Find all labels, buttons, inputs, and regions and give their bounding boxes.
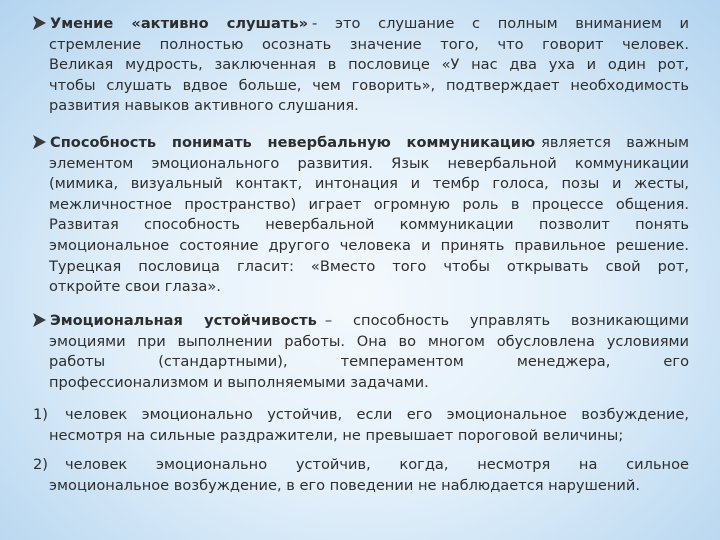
arrow-bullet-icon <box>32 134 47 150</box>
term-nonverbal: Способность понимать невербальную коммуникацию <box>50 134 536 151</box>
text-line: (мимика, визуальный контакт, интонация и тембр голоса, позы и жесты, <box>49 175 689 193</box>
text-line: эмоциями при выполнении работы. Она во многом обусловлена условиями <box>49 332 689 350</box>
paragraph-emotional-stability: Эмоциональная устойчивость – способность управлять возникающими эмоциями при выполнении работы. Она во многом обусловлена условиями работы (стандартными), темпераментом менеджера, его профессионализмом и выполняемыми задачами. <box>33 311 689 393</box>
text-line: Турецкая пословица гласит: «Вместо того чтобы открывать свой рот, <box>49 257 689 275</box>
text-line: человек эмоционально устойчив, когда, несмотря на сильное <box>65 456 689 473</box>
text-line: Великая мудрость, заключенная в пословице «У нас два уха и один рот, <box>49 56 689 74</box>
term-active-listening: Умение «активно слушать» <box>50 15 309 32</box>
paragraph-nonverbal: Способность понимать невербальную коммуникацию является важным элементом эмоционального развития. Язык невербальной коммуникации (мимика, визуальный контакт, интонация и тембр голоса, позы и жесты, межличностное пространство) играет огромную роль в процессе общения. Развитая способность невербальной коммуникации позволит понять эмоциональное состояние другого человека и принять правильное решение. Турецкая пословица гласит: «Вместо того чтобы открывать свой рот, откройте свои глаза». <box>33 133 689 298</box>
numbered-item-2 <box>33 455 689 496</box>
text-line: человек эмоционально устойчив, если его эмоциональное возбуждение, <box>65 406 689 423</box>
term-emotional-stability: Эмоциональная устойчивость <box>50 312 317 329</box>
text-line: откройте свои глаза». <box>49 278 221 296</box>
text-line: несмотря на сильные раздражители, не превышает пороговой величины; <box>49 426 624 444</box>
text-line: эмоциональное состояние другого человека и принять правильное решение. <box>49 236 689 254</box>
text-line: элементом эмоционального развития. Язык невербальной коммуникации <box>49 154 689 172</box>
text-line: стремление полностью осознать значение того, что говорит человек. <box>49 35 689 53</box>
text-line: эмоциональное возбуждение, в его поведении не наблюдается нарушений. <box>49 476 641 494</box>
text-line: чтобы слушать вдвое больше, чем говорить», подтверждает необходимость <box>49 76 689 94</box>
arrow-bullet-icon <box>32 15 47 31</box>
paragraph-active-listening: Умение «активно слушать» - это слушание с полным вниманием и стремление полностью осознать значение того, что говорит человек. Великая мудрость, заключенная в пословице «У нас два уха и один рот, чтобы слушать вдвое больше, чем говорить», подтверждает необходимость развития навыков активного слушания. <box>33 14 689 117</box>
text-line: работы (стандартными), темпераментом менеджера, его <box>49 353 689 371</box>
text-line: межличностное пространство) играет огромную роль в процессе общения. <box>49 195 689 213</box>
item-number: 2) <box>33 456 48 473</box>
arrow-bullet-icon <box>32 312 47 328</box>
text-line: профессионализмом и выполняемыми задачами. <box>49 373 429 391</box>
text-line: Развитая способность невербальной коммуникации позволит понять <box>49 216 689 234</box>
item-number: 1) <box>33 406 48 423</box>
numbered-item-1 <box>33 405 689 446</box>
text-line: развития навыков активного слушания. <box>49 97 359 115</box>
